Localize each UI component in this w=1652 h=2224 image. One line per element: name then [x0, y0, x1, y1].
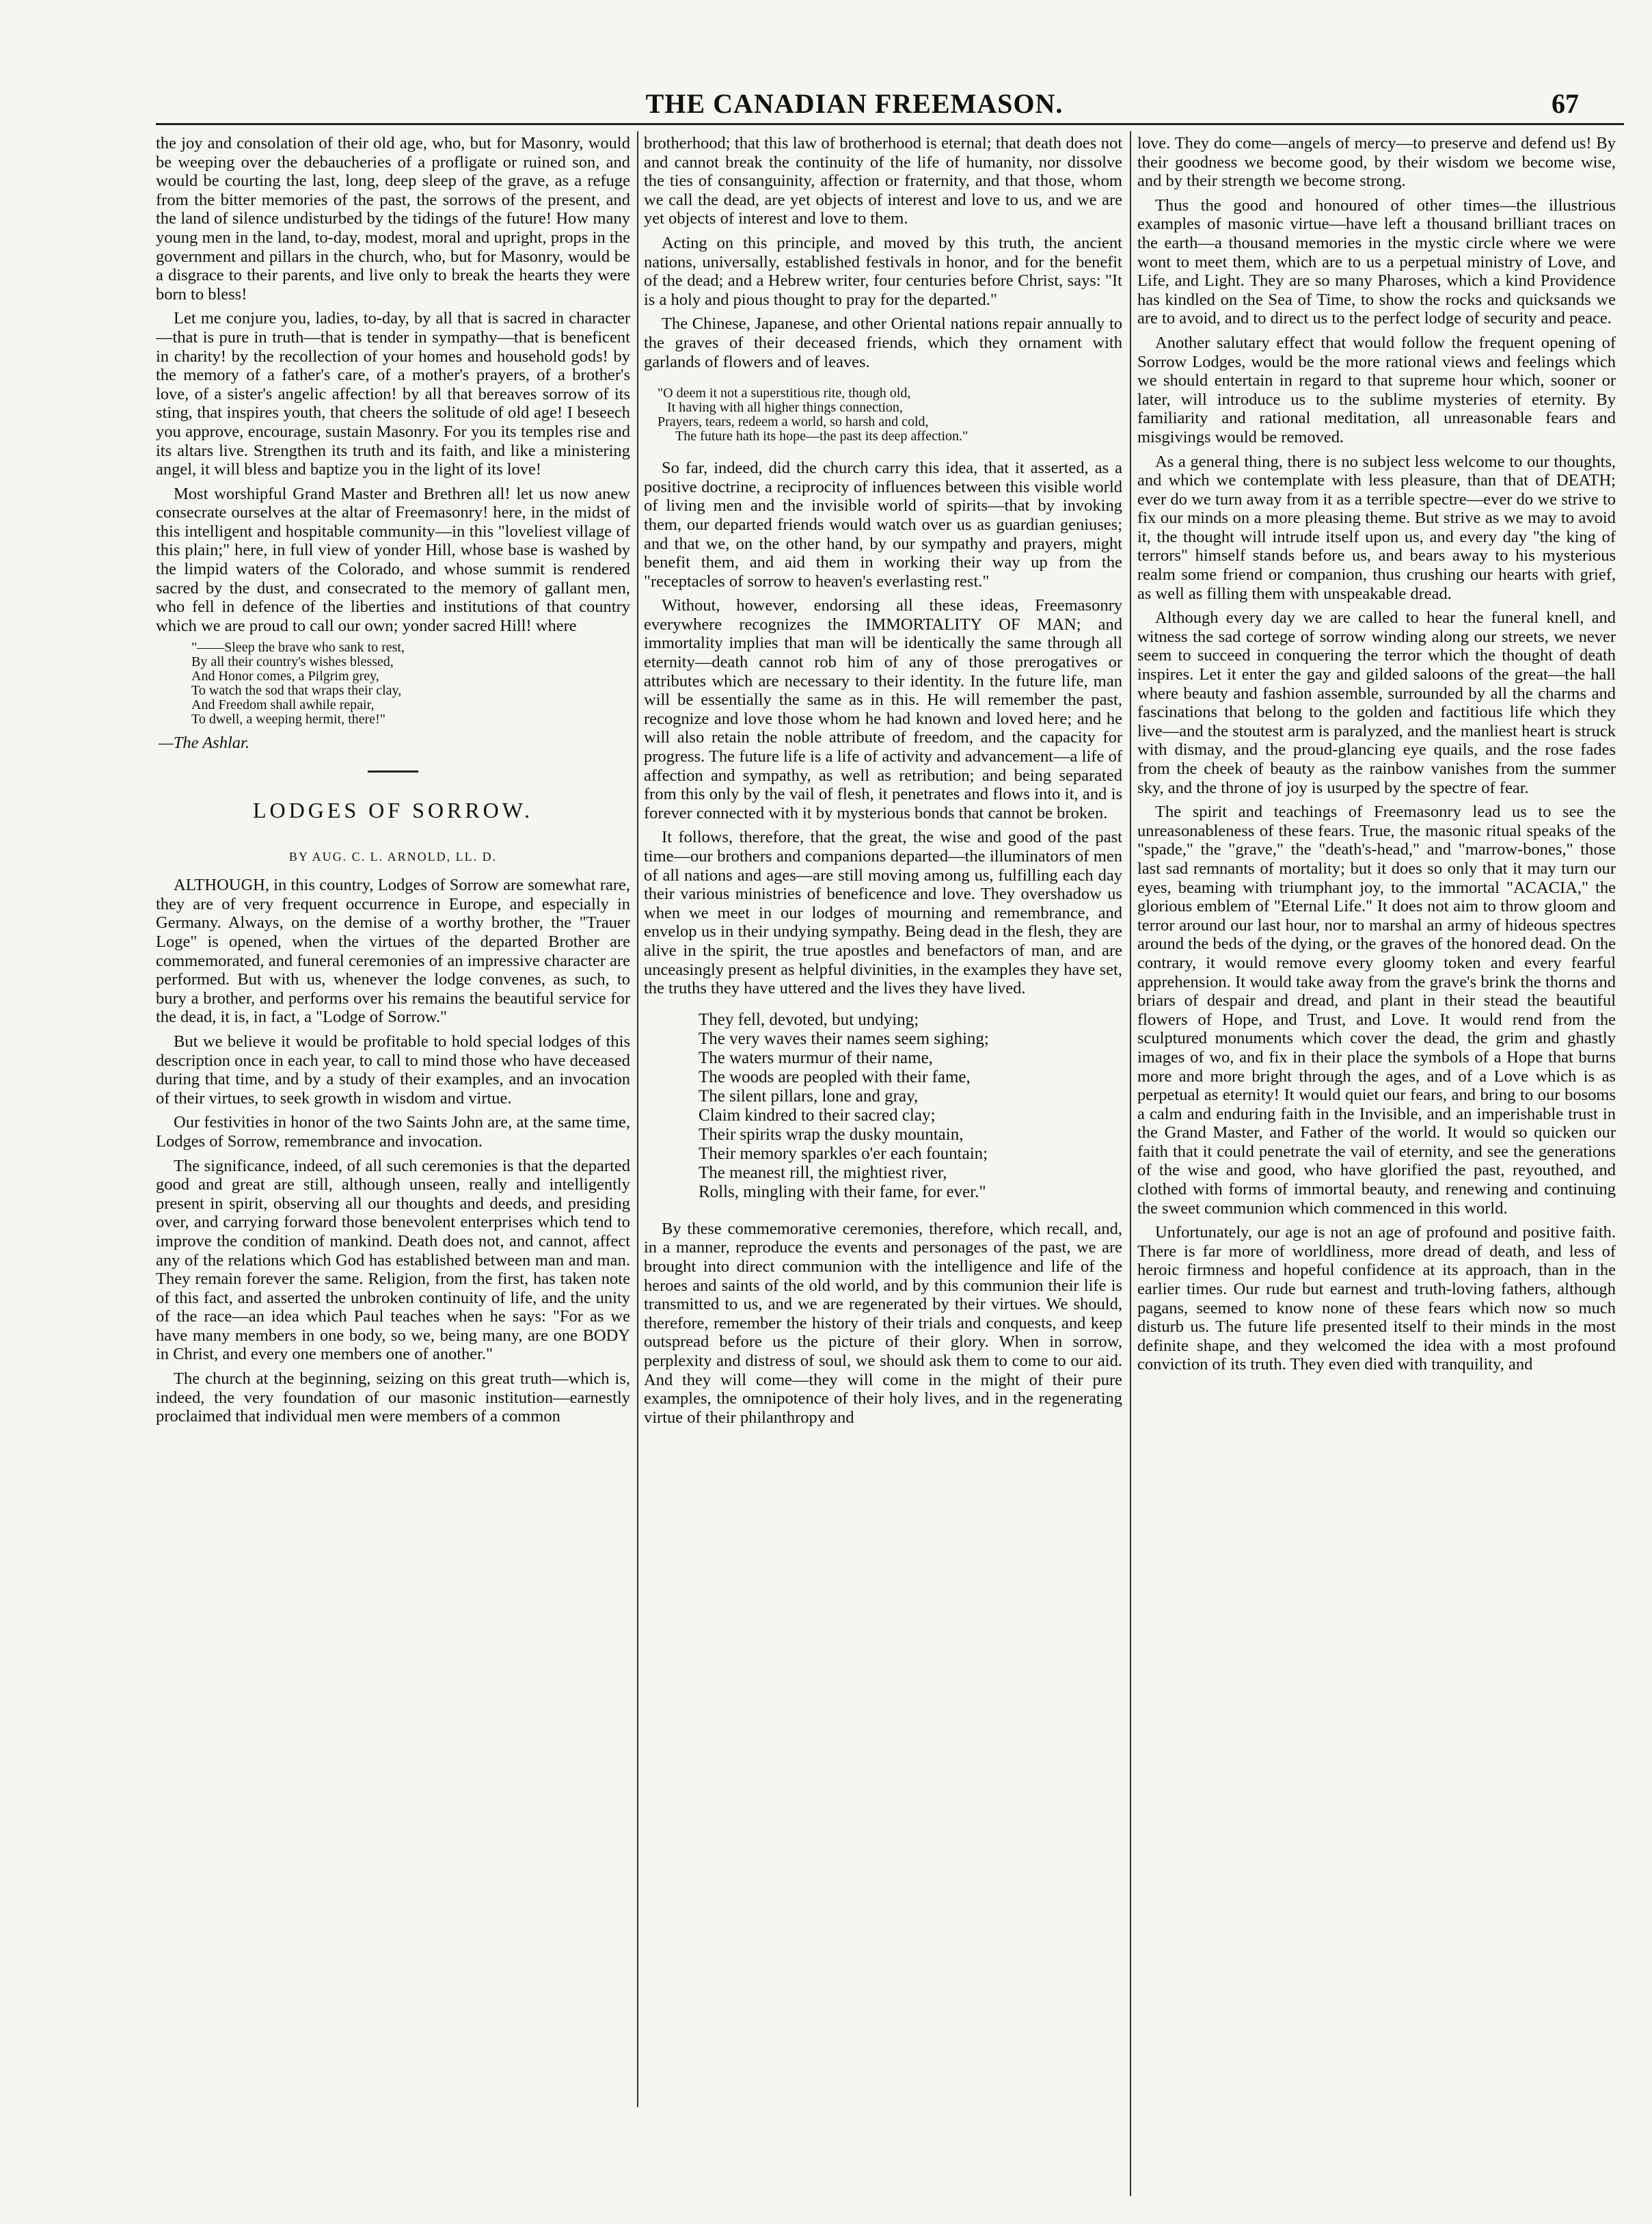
- verse-line: The silent pillars, lone and gray,: [699, 1086, 919, 1106]
- paragraph: ALTHOUGH, in this country, Lodges of Sorrow are somewhat rare, they are of very frequent occurrence in Europe, and especially in Germany. Always, on the demise of a worthy brother, the "Trauer Loge" is opened, when the virtues of the departed Brother are commemorated, and funeral ceremonies of an impressive character are performed. But with us, whenever the lodge convenes, as such, to bury a brother, and performs over his remains the beautiful service for the dead, it is, in fact, a "Lodge of Sorrow.": [156, 876, 630, 1027]
- verse-line: The meanest rill, the mightiest river,: [699, 1163, 947, 1182]
- paragraph: But we believe it would be profitable to hold special lodges of this description once in each year, to call to mind those who have deceased during that time, and by a study of their examples, and an invocation of their virtues, to seek growth in wisdom and virtue.: [156, 1032, 630, 1108]
- paragraph: the joy and consolation of their old age, who, but for Masonry, would be weeping over the debaucheries of a profligate or ruined son, and would be courting the last, long, deep sleep of the grave, as a refuge from the bitter memories of the past, the sorrows of the present, and the land of silence undisturbed by the tidings of the future! How many young men in the land, to-day, modest, moral and upright, props in the government and pillars in the church, who, but for Masonry, would be a disgrace to their parents, and live only to break the hearts they were born to bless!: [156, 134, 630, 304]
- header-rule: [156, 123, 1624, 131]
- running-head: [0, 0, 1652, 123]
- column-3: [1137, 134, 1616, 2212]
- paragraph: Without, however, endorsing all these ideas, Freemasonry everywhere recognizes the IMMORTALITY OF MAN; and immortality implies that man will be identically the same through all eternity—death cannot rob him of any of those prerogatives or attributes which are necessary to their identity. In the future life, man will be essentially the same as in this. He will remember the past, recognize and love those whom he had known and loved here; and he will also retain the noble attribute of freedom, and the capacity for progress. The future life is a life of activity and advancement—a life of affection and sympathy, as well as retribution; and being separated from this only by the vail of flesh, it penetrates and flows into it, and is forever connected with it by mysterious bonds that cannot be broken.: [644, 596, 1122, 822]
- verse-quotation: [644, 386, 1122, 444]
- verse-line: "O deem it not a superstitious rite, though old,: [658, 386, 911, 401]
- column-2: [644, 134, 1122, 2212]
- paragraph: brotherhood; that this law of brotherhood is eternal; that death does not and cannot break the continuity of the life of humanity, nor dissolve the ties of consanguinity, affection or fraternity, and that those, whom we call the dead, are yet objects of interest and love to us, and we are yet objects of interest and love to them.: [644, 134, 1122, 228]
- paragraph: The significance, indeed, of all such ceremonies is that the departed good and great are still, although unseen, really and intelligently present in spirit, observing all our thoughts and deeds, and presiding over, and carrying forward those benevolent enterprises which tend to improve the condition of mankind. Death does not, and cannot, affect any of the relations which God has established between man and man. They remain forever the same. Religion, from the first, has taken note of this fact, and asserted the unbroken continuity of life, and the unity of the race—an idea which Paul teaches when he says: "For as we have many members in one body, so we, being many, are one BODY in Christ, and every one members one of another.": [156, 1156, 630, 1364]
- byline: BY AUG. C. L. ARNOLD, LL. D.: [288, 849, 498, 863]
- paragraph: Thus the good and honoured of other times—the illustrious examples of masonic virtue—have left a thousand brilliant traces on the earth—a thousand memories in the mystic circle where we were wont to meet them, which are to us a perpetual ministry of Love, and Life, and Light. They are so many Pharoses, which a kind Providence has kindled on the Sea of Time, to show the rocks and quicksands we are to avoid, and to direct us to the perfect lodge of security and peace.: [1137, 196, 1616, 328]
- verse-line: They fell, devoted, but undying;: [699, 1010, 919, 1029]
- verse-line: And Honor comes, a Pilgrim grey,: [191, 669, 379, 684]
- verse-line: To watch the sod that wraps their clay,: [191, 683, 402, 699]
- page-number: 67: [1552, 88, 1579, 119]
- paragraph: It follows, therefore, that the great, the wise and good of the past time—our brothers and companions departed—the illuminators of men of all nations and ages—are still moving among us, fulfilling each day their various ministries of beneficence and love. They overshadow us when we meet in our lodges of mourning and remembrance, and envelop us in their undying sympathy. Being dead in the flesh, they are alive in the spirit, the true apostles and benefactors of man, and are unceasingly present as helpful divinities, in the examples they have set, the truths they have uttered and the lives they have lived.: [644, 828, 1122, 998]
- verse-line: The very waves their names seem sighing;: [699, 1029, 989, 1048]
- verse-line: By all their country's wishes blessed,: [191, 654, 394, 670]
- verse-line: The woods are peopled with their fame,: [699, 1067, 971, 1086]
- paragraph: So far, indeed, did the church carry this idea, that it asserted, as a positive doctrine, a reciprocity of influences between this visible world of living men and the invisible world of spirits—that by invoking them, our departed friends would watch over us as guardian geniuses; and that we, on the other hand, by our sympathy and prayers, might benefit them, and aid them in working their way up from the "receptacles of sorrow to heaven's everlasting rest.": [644, 459, 1122, 591]
- paragraph: The Chinese, Japanese, and other Oriental nations repair annually to the graves of their deceased friends, which they ornament with garlands of flowers and of leaves.: [644, 314, 1122, 371]
- verse-line: Prayers, tears, redeem a world, so harsh and cold,: [658, 414, 929, 430]
- verse-quotation: [156, 641, 630, 727]
- verse-line: Claim kindred to their sacred clay;: [699, 1106, 936, 1125]
- paragraph: As a general thing, there is no subject less welcome to our thoughts, and which we contemplate with less pleasure, than that of DEATH; ever do we turn away from it as a terrible spectre—ever do we strive to fix our minds on a more pleasing theme. But strive as we may to avoid it, the thought will intrude itself upon us, and every day "the king of terrors" himself stands before us, and bears away to his mysterious realm some friend or companion, thus crushing our hearts with grief, as well as filling them with unspeakable dread.: [1137, 452, 1616, 603]
- column-rule-2: [1130, 131, 1131, 2196]
- section-divider: [368, 771, 418, 773]
- verse-line: Rolls, mingling with their fame, for ever.": [699, 1182, 986, 1201]
- verse-line: Their memory sparkles o'er each fountain;: [699, 1144, 988, 1163]
- paragraph: Unfortunately, our age is not an age of profound and positive faith. There is far more of worldliness, more dread of death, and less of heroic firmness and hopeful confidence at its approach, than in the earlier times. Our rude but earnest and truth-loving fathers, although pagans, seemed to know none of these fears which now so much disturb us. The future life presented itself to their minds in the most definite shape, and they welcomed the idea with a most profound conviction of its truth. They even died with tranquility, and: [1137, 1223, 1616, 1374]
- verse-line: To dwell, a weeping hermit, there!": [191, 712, 385, 727]
- verse-line: The future hath its hope—the past its deep affection.": [675, 429, 969, 444]
- verse-quotation: [644, 1010, 1122, 1202]
- paragraph: Most worshipful Grand Master and Brethren all! let us now anew consecrate ourselves at the altar of Freemasonry! here, in the midst of this intelligent and hospitable community—in this "loveliest village of this plain;" here, in full view of yonder Hill, whose base is washed by the limpid waters of the Colorado, and whose summit is rendered sacred by the dust, and consecrated to the memory of gallant men, who fell in defence of the liberties and institutions of that country which we are proud to call our own; yonder sacred Hill! where: [156, 484, 630, 635]
- paragraph: love. They do come—angels of mercy—to preserve and defend us! By their goodness we become good, by their wisdom we become wise, and by their strength we become strong.: [1137, 134, 1616, 191]
- source-attribution: —The Ashlar.: [159, 734, 249, 753]
- article-title: LODGES OF SORROW.: [252, 798, 534, 823]
- paragraph: Although every day we are called to hear the funeral knell, and witness the sad cortege of sorrow winding along our streets, we never seem to succeed in conquering the terror which the thought of death inspires. Let it enter the gay and gilded saloons of the great—the hall where beauty and fashion assemble, surrounded by all the charms and fascinations that belong to the golden and factitious life which they live—and the stoutest arm is paralyzed, and the manliest heart is struck with dismay, and the proud-glancing eye quails, and the rose fades from the cheek of beauty as the rainbow vanishes from the summer sky, and the throne of joy is usurped by the spectre of fear.: [1137, 608, 1616, 797]
- verse-line: It having with all higher things connection,: [667, 400, 903, 416]
- verse-line: "——Sleep the brave who sank to rest,: [191, 640, 405, 656]
- verse-line: Their spirits wrap the dusky mountain,: [699, 1125, 964, 1144]
- paragraph: Acting on this principle, and moved by this truth, the ancient nations, universally, established festivals in honor, and for the benefit of the dead; and a Hebrew writer, four centuries before Christ, says: "It is a holy and pious thought to pray for the departed.": [644, 233, 1122, 309]
- verse-line: And Freedom shall awhile repair,: [191, 697, 375, 713]
- paragraph: The church at the beginning, seizing on this great truth—which is, indeed, the very foundation of our masonic institution—earnestly proclaimed that individual men were members of a common: [156, 1369, 630, 1426]
- journal-title: THE CANADIAN FREEMASON.: [645, 88, 1064, 119]
- paragraph: Another salutary effect that would follow the frequent opening of Sorrow Lodges, would be the more rational views and feelings which we should entertain in regard to that supreme hour which, sooner or later, will introduce us to the sublime mysteries of eternity. By familiarity and rational meditation, all unreasonable fears and misgivings would be removed.: [1137, 333, 1616, 446]
- column-1: [156, 134, 630, 2212]
- paragraph: By these commemorative ceremonies, therefore, which recall, and, in a manner, reproduce the events and personages of the past, we are brought into direct communion with the intelligence and life of the heroes and saints of the old world, and by this communion their life is transmitted to us, and we are regenerated by their virtues. We should, therefore, remember the history of their trials and conquests, and keep outspread before us the picture of their glory. When in sorrow, perplexity and distress of soul, we should ask them to come to our aid. And they will come—they will come in the might of their pure examples, the omnipotence of their holy lives, and in the regenerating virtue of their philanthropy and: [644, 1219, 1122, 1427]
- verse-line: The waters murmur of their name,: [699, 1048, 933, 1067]
- column-rule-1: [637, 131, 638, 2107]
- paragraph: Our festivities in honor of the two Saints John are, at the same time, Lodges of Sorrow, remembrance and invocation.: [156, 1113, 630, 1151]
- paragraph: The spirit and teachings of Freemasonry lead us to see the unreasonableness of these fears. True, the masonic ritual speaks of the "spade," the "grave," the "death's-head," and "marrow-bones," those last sad remnants of mortality; but it does so only that it may turn our eyes, beaming with triumphant joy, to the immortal "ACACIA," the glorious emblem of "Eternal Life." It does not aim to throw gloom and terror around our last hour, nor to marshal an army of hideous spectres around the beds of the dying, or the graves of the honored dead. On the contrary, it would remove every gloomy token and every fearful apprehension. It would take away from the grave's brink the thorns and briars of despair and dread, and plant in their stead the beautiful flowers of Hope, and Trust, and Love. It would rend from the sculptured monuments which cover the dead, the grim and ghastly images of wo, and fix in their place the symbols of a Hope that burns more and more bright through the ages, and of a Love which is as perpetual as eternity! It would quiet our fears, and bring to our bosoms a calm and enduring faith in the Invisible, and an imperishable trust in the Grand Master, and Father of the world. It would so quicken our faith that it could penetrate the vail of eternity, and see the generations of the wise and good, who have glorified the past, reyouthed, and clothed with forms of immortal beauty, and renewing and continuing the sweet communion which commenced in this world.: [1137, 803, 1616, 1218]
- paragraph: Let me conjure you, ladies, to-day, by all that is sacred in character—that is pure in truth—that is tender in sympathy—that is beneficent in charity! by the recollection of your homes and household gods! by the memory of a father's care, of a mother's prayers, of a brother's love, of a sister's angelic affection! by all that bereaves sorrow of its sting, that inspires youth, that cheers the solitude of old age! I beseech you approve, encourage, sustain Masonry. For you its temples rise and its altars live. Strengthen its truth and its faith, and like a ministering angel, it will bless and baptize you in the light of its love!: [156, 309, 630, 479]
